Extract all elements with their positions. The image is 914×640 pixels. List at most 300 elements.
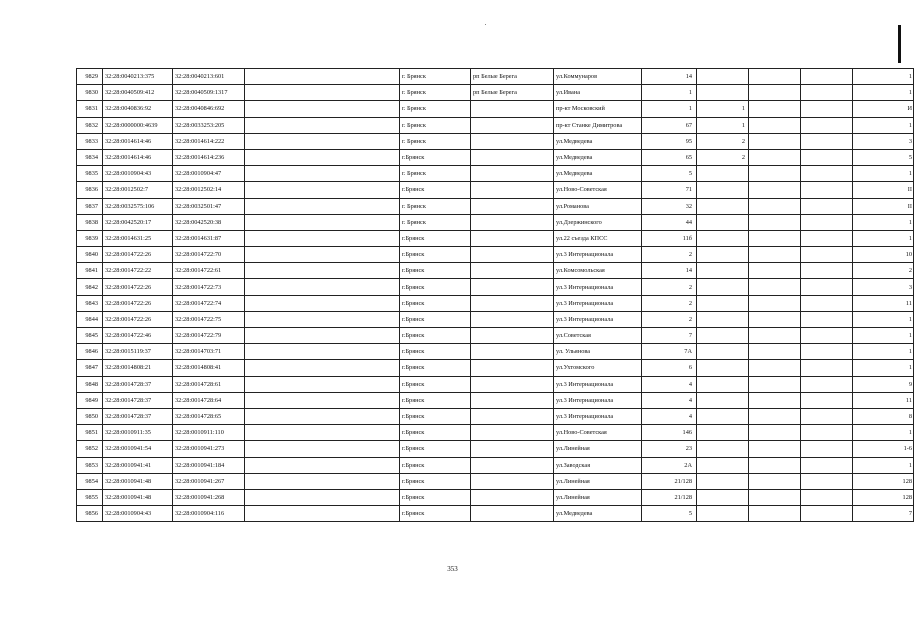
city-cell: г.Брянск [400,247,471,263]
city-cell: г.Брянск [400,344,471,360]
apartment-cell: II [853,198,914,214]
district-cell [471,489,554,505]
district-cell: рп Белые Берега [471,69,554,85]
district-cell: рп Белые Берега [471,85,554,101]
district-cell [471,376,554,392]
structure-cell [749,311,801,327]
street-cell: ул. Ульянова [554,344,642,360]
city-cell: г.Брянск [400,328,471,344]
cadastral-number-cell: 32:28:0014722:26 [103,247,173,263]
building-cell [697,69,749,85]
empty-cell [245,473,400,489]
street-cell: ул.22 съезда КПСС [554,230,642,246]
building-cell [697,230,749,246]
cadastral-object-number-cell: 32:28:0014728:65 [173,408,245,424]
street-cell: ул.Дзержинского [554,214,642,230]
city-cell: г.Брянск [400,279,471,295]
house-number-cell: 4 [642,376,697,392]
row-number-cell: 9853 [77,457,103,473]
scan-speck [485,24,486,25]
cadastral-object-number-cell: 32:28:0012502:14 [173,182,245,198]
building-cell [697,425,749,441]
row-number-cell: 9854 [77,473,103,489]
cadastral-object-number-cell: 32:28:0010941:267 [173,473,245,489]
apartment-cell: 5 [853,149,914,165]
district-cell [471,328,554,344]
structure-cell [749,457,801,473]
street-cell: ул.3 Интернационала [554,376,642,392]
table-row [77,360,914,376]
empty-cell [245,311,400,327]
structure-cell [749,295,801,311]
structure-cell [749,506,801,522]
cadastral-number-cell: 32:28:0040836:92 [103,101,173,117]
cadastral-number-cell: 32:28:0032575:106 [103,198,173,214]
row-number-cell: 9851 [77,425,103,441]
cadastral-object-number-cell: 32:28:0040213:601 [173,69,245,85]
street-cell: ул.Медведева [554,149,642,165]
building-cell [697,441,749,457]
house-number-cell: 1 [642,85,697,101]
apartment-cell: 1 [853,117,914,133]
empty-cell [245,408,400,424]
empty-cell [245,133,400,149]
row-number-cell: 9837 [77,198,103,214]
empty-cell [245,344,400,360]
cadastral-number-cell: 32:28:0014722:22 [103,263,173,279]
street-cell: ул.Романова [554,198,642,214]
letter-cell [801,392,853,408]
letter-cell [801,311,853,327]
table-row [77,230,914,246]
apartment-cell: 1 [853,344,914,360]
house-number-cell: 14 [642,263,697,279]
cadastral-number-cell: 32:28:0014631:25 [103,230,173,246]
row-number-cell: 9834 [77,149,103,165]
building-cell [697,506,749,522]
cadastral-number-cell: 32:28:0040213:375 [103,69,173,85]
row-number-cell: 9842 [77,279,103,295]
cadastral-object-number-cell: 32:28:0014722:73 [173,279,245,295]
table-row [77,441,914,457]
building-cell [697,182,749,198]
row-number-cell: 9839 [77,230,103,246]
building-cell [697,376,749,392]
table-row [77,133,914,149]
empty-cell [245,457,400,473]
house-number-cell: 7 [642,328,697,344]
building-cell [697,473,749,489]
district-cell [471,247,554,263]
row-number-cell: 9844 [77,311,103,327]
cadastral-object-number-cell: 32:28:0014703:71 [173,344,245,360]
city-cell: г. Брянск [400,133,471,149]
structure-cell [749,133,801,149]
structure-cell [749,85,801,101]
structure-cell [749,149,801,165]
row-number-cell: 9849 [77,392,103,408]
row-number-cell: 9840 [77,247,103,263]
city-cell: г.Брянск [400,263,471,279]
table-row [77,85,914,101]
cadastral-object-number-cell: 32:28:0014614:222 [173,133,245,149]
letter-cell [801,85,853,101]
property-registry-table [76,68,914,522]
table-row [77,117,914,133]
street-cell: ул.3 Интернационала [554,392,642,408]
city-cell: г. Брянск [400,214,471,230]
house-number-cell: 4 [642,408,697,424]
cadastral-object-number-cell: 32:28:0010904:47 [173,166,245,182]
district-cell [471,149,554,165]
city-cell: г.Брянск [400,408,471,424]
letter-cell [801,408,853,424]
row-number-cell: 9832 [77,117,103,133]
house-number-cell: 6 [642,360,697,376]
city-cell: г.Брянск [400,182,471,198]
cadastral-number-cell: 32:28:0010941:48 [103,473,173,489]
district-cell [471,101,554,117]
letter-cell [801,506,853,522]
cadastral-object-number-cell: 32:28:0014722:70 [173,247,245,263]
city-cell: г.Брянск [400,311,471,327]
street-cell: ул.Медведева [554,133,642,149]
letter-cell [801,360,853,376]
building-cell [697,408,749,424]
empty-cell [245,101,400,117]
district-cell [471,441,554,457]
empty-cell [245,247,400,263]
structure-cell [749,166,801,182]
apartment-cell: И [853,101,914,117]
structure-cell [749,198,801,214]
building-cell [697,279,749,295]
row-number-cell: 9847 [77,360,103,376]
empty-cell [245,506,400,522]
street-cell: ул.Медведева [554,506,642,522]
cadastral-object-number-cell: 32:28:0014722:74 [173,295,245,311]
row-number-cell: 9843 [77,295,103,311]
district-cell [471,117,554,133]
letter-cell [801,101,853,117]
structure-cell [749,489,801,505]
building-cell [697,85,749,101]
street-cell: пр-кт Станке Димитрова [554,117,642,133]
letter-cell [801,344,853,360]
cadastral-number-cell: 32:28:0014728:37 [103,376,173,392]
street-cell: ул.3 Интернационала [554,247,642,263]
letter-cell [801,489,853,505]
house-number-cell: 2 [642,247,697,263]
cadastral-number-cell: 32:28:0000000:4639 [103,117,173,133]
district-cell [471,360,554,376]
structure-cell [749,376,801,392]
table-row [77,473,914,489]
city-cell: г. Брянск [400,166,471,182]
district-cell [471,263,554,279]
house-number-cell: 44 [642,214,697,230]
letter-cell [801,473,853,489]
city-cell: г.Брянск [400,489,471,505]
cadastral-object-number-cell: 32:28:0014722:61 [173,263,245,279]
city-cell: г.Брянск [400,506,471,522]
table-row [77,149,914,165]
district-cell [471,392,554,408]
structure-cell [749,182,801,198]
table-row [77,311,914,327]
house-number-cell: 95 [642,133,697,149]
district-cell [471,133,554,149]
cadastral-number-cell: 32:28:0014808:21 [103,360,173,376]
row-number-cell: 9830 [77,85,103,101]
district-cell [471,473,554,489]
apartment-cell: 1 [853,85,914,101]
district-cell [471,295,554,311]
apartment-cell: 11 [853,295,914,311]
city-cell: г.Брянск [400,392,471,408]
table-row [77,166,914,182]
cadastral-object-number-cell: 32:28:0010941:268 [173,489,245,505]
apartment-cell: 1 [853,425,914,441]
building-cell [697,392,749,408]
empty-cell [245,376,400,392]
empty-cell [245,230,400,246]
city-cell: г. Брянск [400,85,471,101]
apartment-cell: 1-6 [853,441,914,457]
district-cell [471,198,554,214]
table-row [77,182,914,198]
district-cell [471,425,554,441]
cadastral-number-cell: 32:28:0014722:46 [103,328,173,344]
cadastral-number-cell: 32:28:0010904:43 [103,506,173,522]
empty-cell [245,85,400,101]
structure-cell [749,263,801,279]
city-cell: г.Брянск [400,295,471,311]
letter-cell [801,279,853,295]
building-cell [697,198,749,214]
structure-cell [749,101,801,117]
house-number-cell: 21/128 [642,489,697,505]
apartment-cell: 1 [853,328,914,344]
structure-cell [749,473,801,489]
street-cell: ул.3 Интернационала [554,311,642,327]
cadastral-object-number-cell: 32:28:0010941:184 [173,457,245,473]
cadastral-number-cell: 32:28:0010941:54 [103,441,173,457]
apartment-cell: 8 [853,408,914,424]
letter-cell [801,263,853,279]
apartment-cell: II [853,182,914,198]
empty-cell [245,425,400,441]
street-cell: ул.Линейная [554,489,642,505]
cadastral-number-cell: 32:28:0042520:17 [103,214,173,230]
apartment-cell: 1 [853,457,914,473]
letter-cell [801,295,853,311]
building-cell [697,344,749,360]
house-number-cell: 2А [642,457,697,473]
letter-cell [801,230,853,246]
cadastral-object-number-cell: 32:28:0014808:41 [173,360,245,376]
table-row [77,279,914,295]
house-number-cell: 23 [642,441,697,457]
empty-cell [245,392,400,408]
empty-cell [245,149,400,165]
empty-cell [245,489,400,505]
empty-cell [245,328,400,344]
empty-cell [245,279,400,295]
cadastral-number-cell: 32:28:0014614:46 [103,133,173,149]
street-cell: ул.Ивана [554,85,642,101]
city-cell: г.Брянск [400,230,471,246]
structure-cell [749,230,801,246]
building-cell [697,263,749,279]
district-cell [471,214,554,230]
city-cell: г.Брянск [400,473,471,489]
street-cell: пр-кт Московский [554,101,642,117]
table-row [77,263,914,279]
street-cell: ул.3 Интернационала [554,295,642,311]
building-cell: 1 [697,101,749,117]
structure-cell [749,328,801,344]
house-number-cell: 2 [642,279,697,295]
row-number-cell: 9848 [77,376,103,392]
apartment-cell: 10 [853,247,914,263]
apartment-cell: 1 [853,69,914,85]
apartment-cell: 3 [853,133,914,149]
house-number-cell: 11б [642,230,697,246]
row-number-cell: 9850 [77,408,103,424]
structure-cell [749,441,801,457]
house-number-cell: 7А [642,344,697,360]
building-cell [697,489,749,505]
empty-cell [245,295,400,311]
building-cell [697,311,749,327]
cadastral-object-number-cell: 32:28:0010904:116 [173,506,245,522]
letter-cell [801,69,853,85]
letter-cell [801,376,853,392]
district-cell [471,166,554,182]
row-number-cell: 9831 [77,101,103,117]
letter-cell [801,133,853,149]
table-row [77,489,914,505]
apartment-cell: 128 [853,489,914,505]
city-cell: г. Брянск [400,198,471,214]
cadastral-number-cell: 32:28:0015119:37 [103,344,173,360]
cadastral-object-number-cell: 32:28:0010941:273 [173,441,245,457]
cadastral-object-number-cell: 32:28:0042520:38 [173,214,245,230]
row-number-cell: 9835 [77,166,103,182]
city-cell: г. Брянск [400,101,471,117]
table-row [77,214,914,230]
empty-cell [245,69,400,85]
table-row [77,457,914,473]
cadastral-object-number-cell: 32:28:0014728:61 [173,376,245,392]
cadastral-number-cell: 32:28:0014722:26 [103,279,173,295]
cadastral-number-cell: 32:28:0010911:35 [103,425,173,441]
street-cell: ул.Ново-Советская [554,182,642,198]
street-cell: ул.Медведева [554,166,642,182]
table-row [77,247,914,263]
apartment-cell: 1 [853,214,914,230]
district-cell [471,230,554,246]
house-number-cell: 67 [642,117,697,133]
house-number-cell: 2 [642,311,697,327]
empty-cell [245,182,400,198]
street-cell: ул.Ново-Советская [554,425,642,441]
margin-binding-mark [898,25,901,63]
apartment-cell: 128 [853,473,914,489]
cadastral-object-number-cell: 32:28:0014722:79 [173,328,245,344]
letter-cell [801,247,853,263]
building-cell [697,247,749,263]
house-number-cell: 4 [642,392,697,408]
apartment-cell: 1 [853,311,914,327]
cadastral-number-cell: 32:28:0010941:48 [103,489,173,505]
cadastral-number-cell: 32:28:0014722:26 [103,295,173,311]
table-row [77,506,914,522]
structure-cell [749,425,801,441]
table-row [77,328,914,344]
cadastral-number-cell: 32:28:0014728:37 [103,408,173,424]
street-cell: ул.Советская [554,328,642,344]
table-row [77,101,914,117]
city-cell: г.Брянск [400,457,471,473]
row-number-cell: 9829 [77,69,103,85]
table-row [77,69,914,85]
letter-cell [801,117,853,133]
structure-cell [749,279,801,295]
letter-cell [801,457,853,473]
apartment-cell: 3 [853,279,914,295]
apartment-cell: 2 [853,263,914,279]
house-number-cell: 5 [642,166,697,182]
table-row [77,198,914,214]
city-cell: г. Брянск [400,117,471,133]
house-number-cell: 2 [642,295,697,311]
district-cell [471,506,554,522]
page-number: 353 [447,565,458,573]
letter-cell [801,328,853,344]
empty-cell [245,117,400,133]
street-cell: ул.Коммунаров [554,69,642,85]
apartment-cell: 7 [853,506,914,522]
apartment-cell: 9 [853,376,914,392]
district-cell [471,408,554,424]
empty-cell [245,214,400,230]
structure-cell [749,408,801,424]
cadastral-number-cell: 32:28:0014722:26 [103,311,173,327]
row-number-cell: 9841 [77,263,103,279]
empty-cell [245,360,400,376]
cadastral-object-number-cell: 32:28:0040846:692 [173,101,245,117]
letter-cell [801,425,853,441]
table-row [77,392,914,408]
building-cell: 2 [697,149,749,165]
district-cell [471,344,554,360]
street-cell: ул.Заводская [554,457,642,473]
table-row [77,376,914,392]
city-cell: г. Брянск [400,69,471,85]
district-cell [471,311,554,327]
cadastral-object-number-cell: 32:28:0014614:236 [173,149,245,165]
cadastral-number-cell: 32:28:0010904:43 [103,166,173,182]
house-number-cell: 14 [642,69,697,85]
cadastral-object-number-cell: 32:28:0014631:87 [173,230,245,246]
house-number-cell: 21/128 [642,473,697,489]
row-number-cell: 9838 [77,214,103,230]
registry-body [77,69,914,522]
letter-cell [801,214,853,230]
table-row [77,344,914,360]
